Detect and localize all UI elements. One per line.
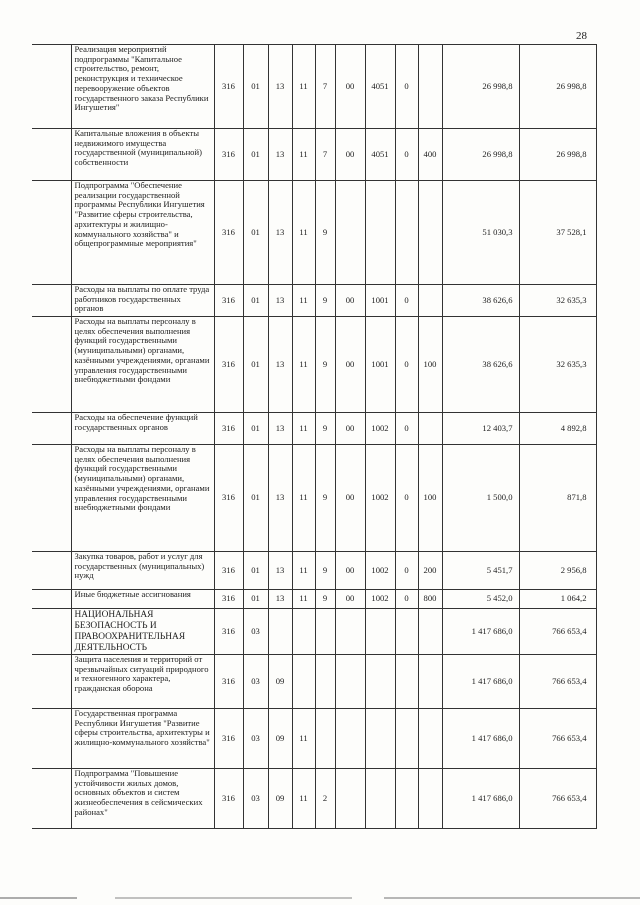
code-cell-c3: 13	[268, 317, 292, 413]
code-cell-c3: 13	[268, 181, 292, 285]
table-row	[32, 181, 596, 285]
code-cell-c6: 00	[335, 590, 365, 609]
amount-plan: 1 417 686,0	[442, 609, 519, 655]
code-cell-c1: 316	[214, 285, 243, 317]
budget-table	[32, 44, 597, 829]
code-cell-c6: 00	[335, 552, 365, 590]
code-cell-c9	[418, 769, 442, 829]
code-cell-c7: 4051	[365, 45, 395, 129]
scan-edge-line	[0, 897, 640, 899]
amount-actual: 766 653,4	[519, 709, 596, 769]
code-cell-c6: 00	[335, 445, 365, 552]
amount-actual: 766 653,4	[519, 609, 596, 655]
amount-plan: 26 998,8	[442, 45, 519, 129]
code-cell-c9	[418, 285, 442, 317]
row-name: Реализация мероприятий подпрограммы "Капитальное строительство, ремонт, реконструкция и техническое перевооружение объектов государственного заказа Республики Ингушетия"	[71, 45, 214, 129]
code-cell-c1: 316	[214, 769, 243, 829]
table-row	[32, 769, 596, 829]
code-cell-c2: 01	[243, 45, 268, 129]
row-margin-cell	[32, 413, 71, 445]
row-margin-cell	[32, 769, 71, 829]
code-cell-c9	[418, 609, 442, 655]
code-cell-c8	[395, 655, 418, 709]
code-cell-c3: 13	[268, 552, 292, 590]
table-row	[32, 709, 596, 769]
code-cell-c9	[418, 655, 442, 709]
code-cell-c8: 0	[395, 285, 418, 317]
code-cell-c2: 01	[243, 552, 268, 590]
code-cell-c7	[365, 655, 395, 709]
row-margin-cell	[32, 609, 71, 655]
row-margin-cell	[32, 317, 71, 413]
table-row	[32, 590, 596, 609]
code-cell-c9	[418, 709, 442, 769]
code-cell-c6: 00	[335, 413, 365, 445]
code-cell-c5	[315, 655, 335, 709]
code-cell-c9: 800	[418, 590, 442, 609]
amount-actual: 37 528,1	[519, 181, 596, 285]
code-cell-c7: 1002	[365, 445, 395, 552]
code-cell-c9: 200	[418, 552, 442, 590]
page-number: 28	[576, 30, 587, 42]
code-cell-c3: 13	[268, 590, 292, 609]
code-cell-c4	[292, 655, 315, 709]
table-row	[32, 317, 596, 413]
code-cell-c4: 11	[292, 413, 315, 445]
code-cell-c8	[395, 769, 418, 829]
amount-plan: 26 998,8	[442, 129, 519, 181]
code-cell-c9	[418, 413, 442, 445]
code-cell-c7: 1002	[365, 413, 395, 445]
row-name: НАЦИОНАЛЬНАЯ БЕЗОПАСНОСТЬ И ПРАВООХРАНИТЕЛЬНАЯ ДЕЯТЕЛЬНОСТЬ	[71, 609, 214, 655]
amount-plan: 5 451,7	[442, 552, 519, 590]
table-row	[32, 45, 596, 129]
code-cell-c3: 13	[268, 285, 292, 317]
row-name: Подпрограмма "Повышение устойчивости жилых домов, основных объектов и систем жизнеобеспечения в сейсмических районах"	[71, 769, 214, 829]
amount-actual: 32 635,3	[519, 285, 596, 317]
amount-actual: 26 998,8	[519, 129, 596, 181]
row-name: Расходы на выплаты по оплате труда работников государственных органов	[71, 285, 214, 317]
table-row	[32, 655, 596, 709]
code-cell-c2: 01	[243, 129, 268, 181]
code-cell-c7: 1002	[365, 552, 395, 590]
amount-plan: 1 417 686,0	[442, 769, 519, 829]
code-cell-c2: 03	[243, 709, 268, 769]
table-row	[32, 285, 596, 317]
code-cell-c5: 7	[315, 45, 335, 129]
code-cell-c4: 11	[292, 445, 315, 552]
code-cell-c6	[335, 709, 365, 769]
code-cell-c5: 7	[315, 129, 335, 181]
code-cell-c1: 316	[214, 129, 243, 181]
code-cell-c4: 11	[292, 317, 315, 413]
code-cell-c2: 01	[243, 445, 268, 552]
amount-actual: 871,8	[519, 445, 596, 552]
code-cell-c5: 9	[315, 285, 335, 317]
code-cell-c2: 03	[243, 655, 268, 709]
amount-plan: 1 417 686,0	[442, 709, 519, 769]
table-row	[32, 129, 596, 181]
code-cell-c2: 01	[243, 181, 268, 285]
row-name: Расходы на выплаты персоналу в целях обеспечения выполнения функций государственными (муниципальными) органами, казёнными учреждениями, органами управления государственными внебюджетными фондами	[71, 317, 214, 413]
code-cell-c1: 316	[214, 445, 243, 552]
code-cell-c7: 1002	[365, 590, 395, 609]
code-cell-c3: 09	[268, 769, 292, 829]
code-cell-c6	[335, 181, 365, 285]
code-cell-c8: 0	[395, 317, 418, 413]
amount-plan: 38 626,6	[442, 317, 519, 413]
code-cell-c1: 316	[214, 655, 243, 709]
code-cell-c2: 01	[243, 317, 268, 413]
code-cell-c8: 0	[395, 413, 418, 445]
table-row	[32, 445, 596, 552]
table-row	[32, 609, 596, 655]
code-cell-c5	[315, 609, 335, 655]
code-cell-c4: 11	[292, 590, 315, 609]
code-cell-c3: 09	[268, 709, 292, 769]
amount-actual: 4 892,8	[519, 413, 596, 445]
code-cell-c5: 2	[315, 769, 335, 829]
row-name: Иные бюджетные ассигнования	[71, 590, 214, 609]
code-cell-c7	[365, 709, 395, 769]
code-cell-c1: 316	[214, 413, 243, 445]
amount-actual: 2 956,8	[519, 552, 596, 590]
code-cell-c6	[335, 655, 365, 709]
code-cell-c1: 316	[214, 45, 243, 129]
table-body	[32, 45, 596, 829]
row-margin-cell	[32, 552, 71, 590]
code-cell-c6	[335, 609, 365, 655]
code-cell-c2: 01	[243, 285, 268, 317]
code-cell-c3: 13	[268, 45, 292, 129]
code-cell-c6	[335, 769, 365, 829]
row-name: Капитальные вложения в объекты недвижимого имущества государственной (муниципальной) собственности	[71, 129, 214, 181]
amount-actual: 766 653,4	[519, 769, 596, 829]
code-cell-c1: 316	[214, 552, 243, 590]
code-cell-c3: 13	[268, 413, 292, 445]
code-cell-c9	[418, 181, 442, 285]
code-cell-c7	[365, 181, 395, 285]
code-cell-c9: 100	[418, 317, 442, 413]
row-margin-cell	[32, 45, 71, 129]
code-cell-c3	[268, 609, 292, 655]
code-cell-c8	[395, 709, 418, 769]
row-name: Подпрограмма "Обеспечение реализации государственной программы Республики Ингушетия "Развитие сферы строительства, архитектуры и жилищно-коммунального хозяйства" и общепрограммные мероприятия"	[71, 181, 214, 285]
row-name: Расходы на выплаты персоналу в целях обеспечения выполнения функций государственными (муниципальными) органами, казёнными учреждениями, органами управления государственными внебюджетными фондами	[71, 445, 214, 552]
amount-actual: 766 653,4	[519, 655, 596, 709]
code-cell-c3: 13	[268, 445, 292, 552]
row-name: Защита населения и территорий от чрезвычайных ситуаций природного и техногенного характера, гражданская оборона	[71, 655, 214, 709]
code-cell-c1: 316	[214, 317, 243, 413]
row-name: Расходы на обеспечение функций государственных органов	[71, 413, 214, 445]
code-cell-c8	[395, 609, 418, 655]
code-cell-c8: 0	[395, 590, 418, 609]
row-margin-cell	[32, 129, 71, 181]
amount-plan: 38 626,6	[442, 285, 519, 317]
code-cell-c7	[365, 769, 395, 829]
code-cell-c2: 03	[243, 609, 268, 655]
code-cell-c5: 9	[315, 445, 335, 552]
code-cell-c4: 11	[292, 769, 315, 829]
table-row	[32, 552, 596, 590]
row-margin-cell	[32, 655, 71, 709]
code-cell-c5: 9	[315, 181, 335, 285]
code-cell-c6: 00	[335, 45, 365, 129]
code-cell-c7: 1001	[365, 285, 395, 317]
code-cell-c7	[365, 609, 395, 655]
row-margin-cell	[32, 709, 71, 769]
code-cell-c4: 11	[292, 181, 315, 285]
code-cell-c2: 03	[243, 769, 268, 829]
amount-plan: 51 030,3	[442, 181, 519, 285]
amount-plan: 1 500,0	[442, 445, 519, 552]
code-cell-c9: 100	[418, 445, 442, 552]
code-cell-c4: 11	[292, 552, 315, 590]
code-cell-c8: 0	[395, 129, 418, 181]
code-cell-c4: 11	[292, 709, 315, 769]
amount-actual: 26 998,8	[519, 45, 596, 129]
code-cell-c7: 4051	[365, 129, 395, 181]
code-cell-c4: 11	[292, 129, 315, 181]
code-cell-c7: 1001	[365, 317, 395, 413]
code-cell-c5: 9	[315, 413, 335, 445]
amount-plan: 12 403,7	[442, 413, 519, 445]
row-margin-cell	[32, 445, 71, 552]
code-cell-c1: 316	[214, 609, 243, 655]
amount-actual: 1 064,2	[519, 590, 596, 609]
code-cell-c6: 00	[335, 129, 365, 181]
amount-plan: 1 417 686,0	[442, 655, 519, 709]
code-cell-c5: 9	[315, 590, 335, 609]
code-cell-c9	[418, 45, 442, 129]
code-cell-c3: 09	[268, 655, 292, 709]
code-cell-c1: 316	[214, 181, 243, 285]
code-cell-c5: 9	[315, 552, 335, 590]
row-margin-cell	[32, 181, 71, 285]
amount-plan: 5 452,0	[442, 590, 519, 609]
row-name: Государственная программа Республики Ингушетия "Развитие сферы строительства, архитектуры и жилищно-коммунального хозяйства"	[71, 709, 214, 769]
code-cell-c4: 11	[292, 45, 315, 129]
code-cell-c8	[395, 181, 418, 285]
code-cell-c2: 01	[243, 413, 268, 445]
code-cell-c8: 0	[395, 552, 418, 590]
row-margin-cell	[32, 285, 71, 317]
code-cell-c1: 316	[214, 590, 243, 609]
code-cell-c4: 11	[292, 285, 315, 317]
code-cell-c5	[315, 709, 335, 769]
row-name: Закупка товаров, работ и услуг для государственных (муниципальных) нужд	[71, 552, 214, 590]
code-cell-c8: 0	[395, 45, 418, 129]
code-cell-c8: 0	[395, 445, 418, 552]
code-cell-c2: 01	[243, 590, 268, 609]
code-cell-c9: 400	[418, 129, 442, 181]
code-cell-c5: 9	[315, 317, 335, 413]
table-row	[32, 413, 596, 445]
code-cell-c3: 13	[268, 129, 292, 181]
code-cell-c1: 316	[214, 709, 243, 769]
row-margin-cell	[32, 590, 71, 609]
budget-table-container	[32, 44, 597, 829]
code-cell-c4	[292, 609, 315, 655]
code-cell-c6: 00	[335, 317, 365, 413]
amount-actual: 32 635,3	[519, 317, 596, 413]
code-cell-c6: 00	[335, 285, 365, 317]
